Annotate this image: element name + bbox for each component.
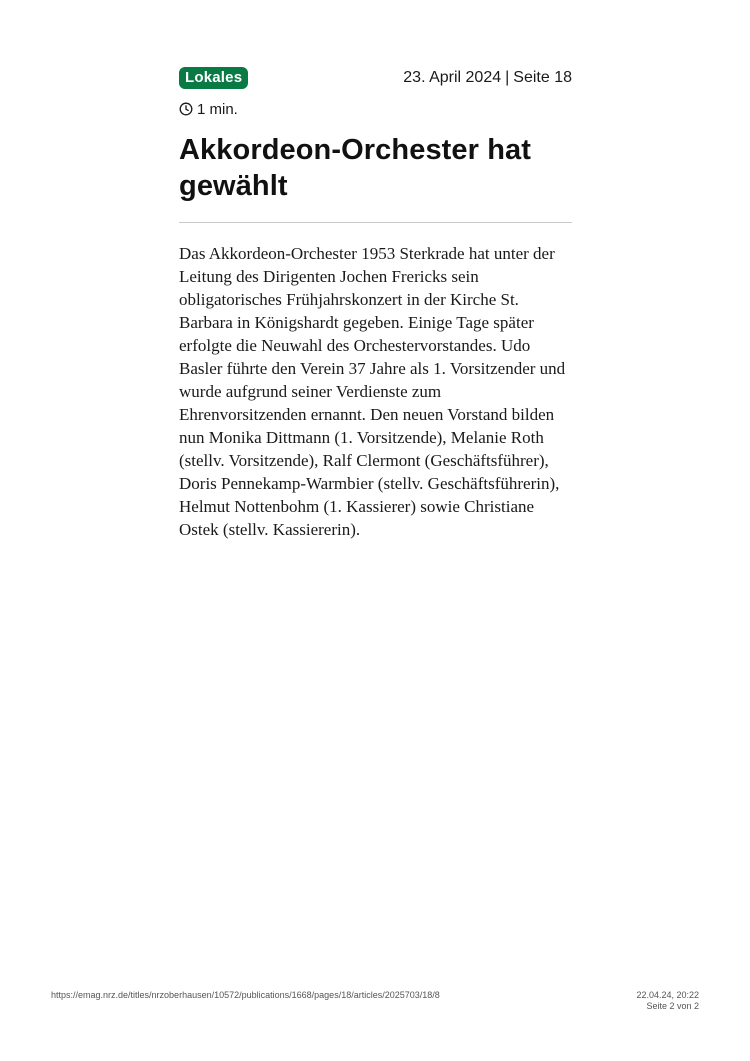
read-time: [179, 100, 572, 118]
article: [179, 66, 572, 558]
article-body: Das Akkordeon-Orchester 1953 Sterkrade hat unter der Leitung des Dirigenten Jochen Frericks sein obligatorisches Frühjahrskonzert in der Kirche St. Barbara in Königshardt gegeben. Einige Tage später erfolgte die Neuwahl des Orchestervorstandes. Udo Basler führte den Verein 37 Jahre als 1. Vorsitzender und wurde aufgrund seiner Verdienste zum Ehrenvorsitzenden ernannt. Den neuen Vorstand bilden nun Monika Dittmann (1. Vorsitzende), Melanie Roth (stellv. Vorsitzende), Ralf Clermont (Geschäftsführer), Doris Pennekamp-Warmbier (stellv. Geschäftsführerin), Helmut Nottenbohm (1. Kassierer) sowie Christiane Ostek (stellv. Kassiererin).: [179, 244, 566, 539]
footer-url: https://emag.nrz.de/titles/nrzoberhausen/10572/publications/1668/pages/18/articles/2025703/18/8: [51, 990, 440, 1000]
page-number: Seite 18: [513, 69, 572, 86]
footer-timestamp: 22.04.24, 20:22: [636, 990, 699, 1000]
publication-date: 23. April 2024: [403, 69, 502, 86]
dateline-separator: |: [505, 69, 510, 86]
article-meta-row: [179, 66, 572, 90]
footer-info: [636, 990, 699, 1012]
section-badge[interactable]: Lokales: [179, 67, 248, 89]
read-time-label: 1 min.: [197, 100, 238, 118]
dateline: [403, 69, 572, 87]
article-title: Akkordeon-Orchester hat gewählt: [179, 134, 531, 202]
footer-page-count: Seite 2 von 2: [646, 1001, 699, 1011]
clock-icon: [179, 102, 193, 116]
title-divider: [179, 222, 572, 223]
